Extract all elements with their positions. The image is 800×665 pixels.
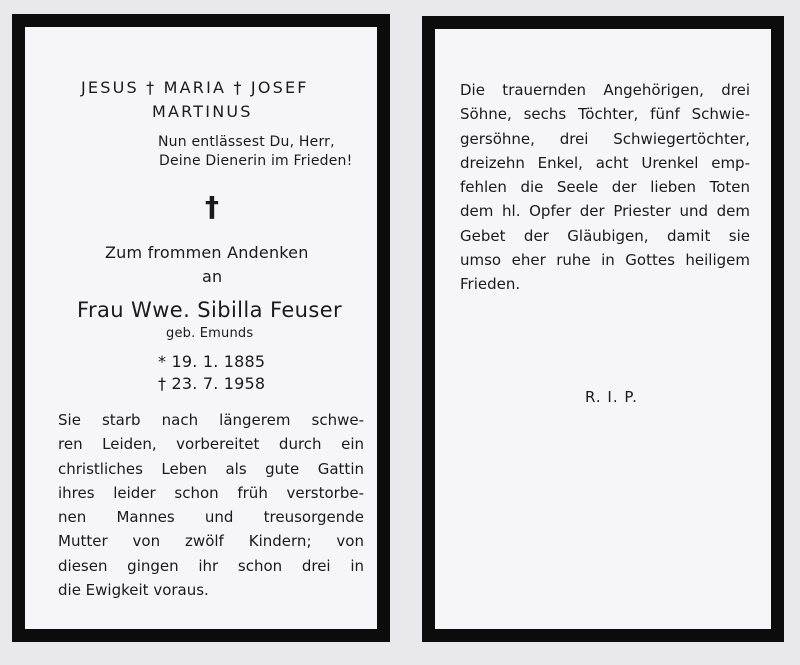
closing-rip: R. I. P.: [585, 388, 638, 406]
body-line: Mutter von zwölf Kindern; von: [58, 532, 364, 551]
body-line: Sie starb nach längerem schwe-: [58, 411, 364, 429]
memorial-heading-an: an: [202, 267, 223, 286]
body-line: nen Mannes und treusorgende: [58, 508, 364, 527]
body-line: die Ewigkeit voraus.: [58, 581, 209, 600]
header-holy-names: JESUS † MARIA † JOSEF: [81, 78, 309, 97]
right-card-page: [422, 16, 784, 642]
quote-line-2: Deine Dienerin im Frieden!: [159, 153, 353, 169]
header-saint-name: MARTINUS: [152, 102, 253, 121]
body-line: dreizehn Enkel, acht Urenkel emp-: [460, 153, 750, 172]
body-line: ihres leider schon früh verstorbe-: [58, 483, 364, 502]
memorial-heading: Zum frommen Andenken: [105, 243, 309, 262]
left-body-text: [58, 408, 364, 602]
body-line: ren Leiden, vorbereitet durch ein: [58, 435, 364, 454]
body-line: gersöhne, drei Schwiegertöchter,: [460, 129, 750, 148]
body-line: christliches Leben als gute Gattin: [58, 459, 364, 478]
body-line: Frieden.: [460, 275, 521, 294]
body-line: Söhne, sechs Töchter, fünf Schwie-: [460, 105, 750, 124]
deceased-name: Frau Wwe. Sibilla Feuser: [77, 298, 343, 322]
body-line: umso eher ruhe in Gottes heiligem: [460, 251, 750, 270]
body-line: Die trauernden Angehörigen, drei: [460, 81, 750, 99]
right-body-text: [460, 78, 750, 297]
death-date: † 23. 7. 1958: [158, 374, 266, 393]
birth-name: geb. Emunds: [166, 326, 254, 341]
body-line: dem hl. Opfer der Priester und dem: [460, 202, 750, 221]
quote-line-1: Nun entlässest Du, Herr,: [158, 134, 335, 150]
birth-date: * 19. 1. 1885: [158, 352, 266, 371]
body-line: fehlen die Seele der lieben Toten: [460, 178, 750, 197]
body-line: diesen gingen ihr schon drei in: [58, 556, 364, 575]
cross-icon: †: [205, 190, 220, 223]
body-line: Gebet der Gläubigen, damit sie: [460, 226, 750, 245]
left-card-page: [12, 14, 390, 642]
